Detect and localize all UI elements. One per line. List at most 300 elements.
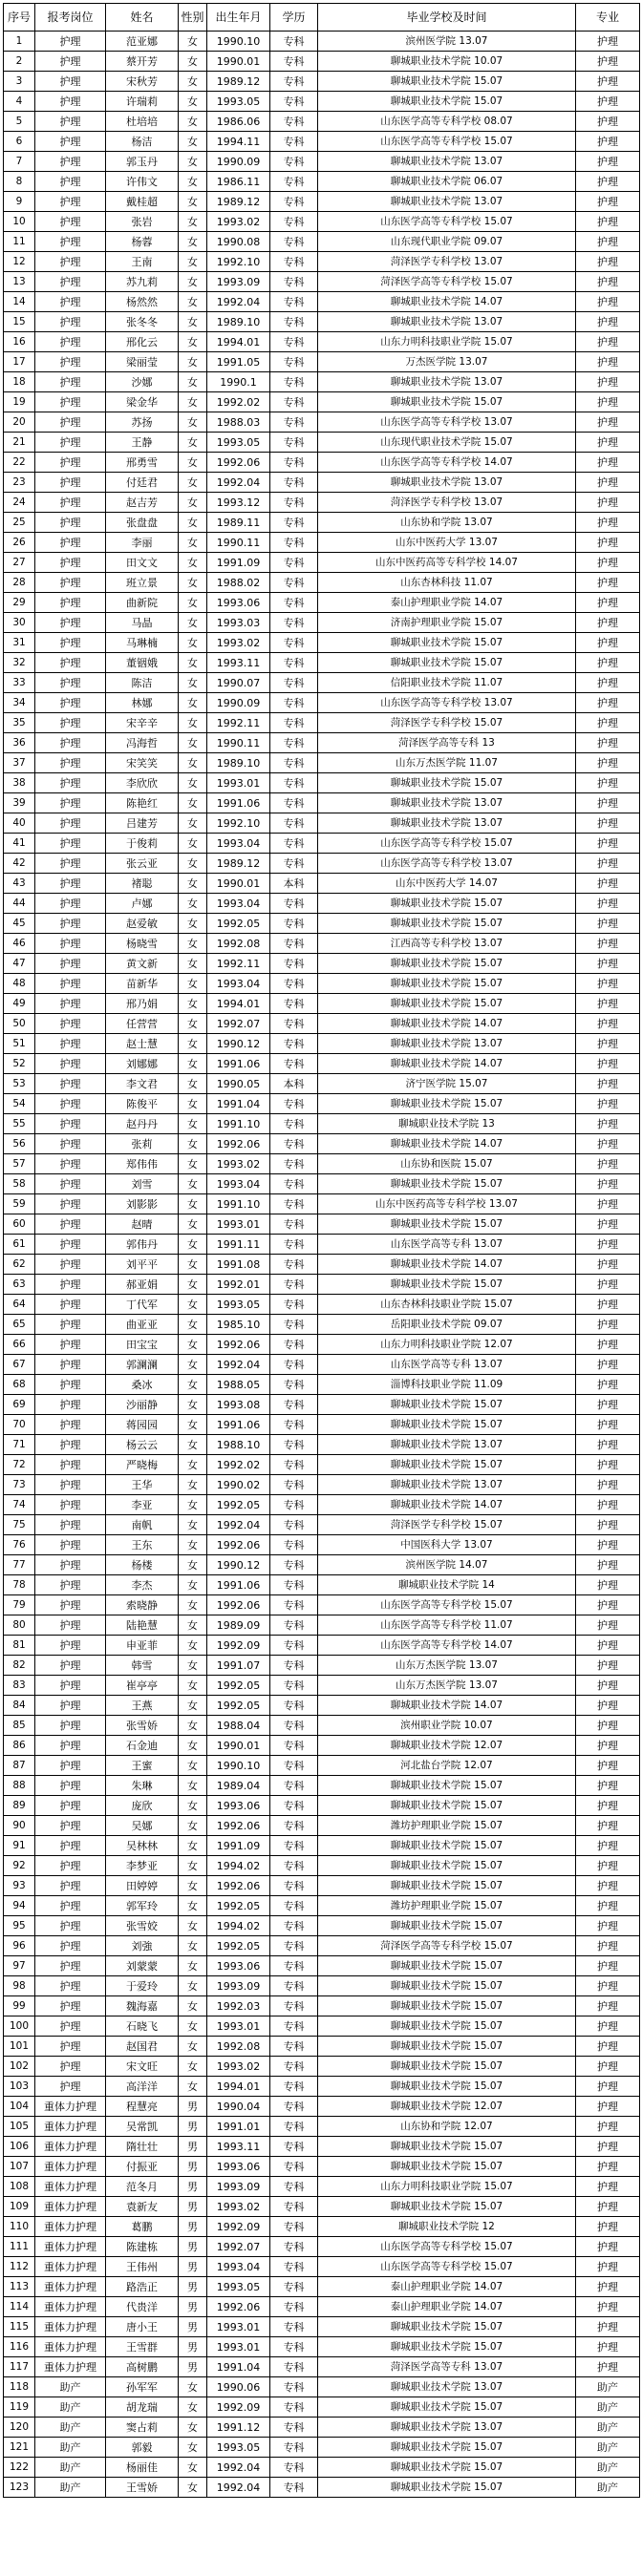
cell-position: 护理	[35, 32, 106, 52]
cell-no: 73	[4, 1475, 35, 1495]
cell-school: 山东万杰医学院 13.07	[318, 1676, 576, 1696]
cell-major: 护理	[576, 753, 640, 773]
cell-school: 山东协和学院 13.07	[318, 513, 576, 533]
cell-name: 桑冰	[106, 1375, 179, 1395]
cell-school: 聊城职业技术学院 13	[318, 1114, 576, 1134]
cell-major: 护理	[576, 1214, 640, 1235]
cell-education: 专科	[270, 1676, 318, 1696]
header-school: 毕业学校及时间	[318, 4, 576, 32]
cell-education: 专科	[270, 914, 318, 934]
cell-gender: 女	[179, 894, 207, 914]
cell-school: 山东中医药高等专科学校 14.07	[318, 553, 576, 573]
cell-education: 专科	[270, 112, 318, 132]
cell-birth: 1991.04	[207, 2357, 270, 2377]
cell-education: 专科	[270, 1856, 318, 1876]
cell-name: 赵吉芳	[106, 493, 179, 513]
cell-no: 21	[4, 433, 35, 453]
cell-gender: 女	[179, 1976, 207, 1996]
cell-position: 重体力护理	[35, 2257, 106, 2277]
cell-school: 山东现代职业学院 09.07	[318, 232, 576, 252]
cell-school: 山东万杰医学院 13.07	[318, 1656, 576, 1676]
table-row	[4, 1255, 640, 1275]
cell-education: 专科	[270, 252, 318, 272]
header-no: 序号	[4, 4, 35, 32]
cell-major: 护理	[576, 1134, 640, 1154]
cell-position: 护理	[35, 1395, 106, 1415]
cell-name: 杨楼	[106, 1555, 179, 1575]
cell-major: 护理	[576, 733, 640, 753]
table-row	[4, 773, 640, 793]
cell-position: 护理	[35, 773, 106, 793]
cell-major: 护理	[576, 1154, 640, 1174]
cell-gender: 女	[179, 2458, 207, 2478]
cell-name: 李文君	[106, 1074, 179, 1094]
cell-name: 石金迪	[106, 1736, 179, 1756]
cell-education: 专科	[270, 1575, 318, 1595]
cell-no: 102	[4, 2057, 35, 2077]
cell-no: 72	[4, 1455, 35, 1475]
cell-birth: 1994.01	[207, 332, 270, 352]
cell-school: 聊城职业技术学院 15.07	[318, 2137, 576, 2157]
cell-school: 聊城职业技术学院 15.07	[318, 92, 576, 112]
cell-gender: 女	[179, 1676, 207, 1696]
cell-birth: 1992.10	[207, 813, 270, 834]
table-row	[4, 633, 640, 653]
cell-name: 杨丽佳	[106, 2458, 179, 2478]
cell-school: 聊城职业技术学院 15.07	[318, 2337, 576, 2357]
cell-position: 护理	[35, 673, 106, 693]
table-row	[4, 2037, 640, 2057]
cell-birth: 1991.06	[207, 793, 270, 813]
cell-no: 117	[4, 2357, 35, 2377]
cell-birth: 1993.01	[207, 2337, 270, 2357]
cell-gender: 男	[179, 2097, 207, 2117]
cell-major: 护理	[576, 152, 640, 172]
cell-no: 47	[4, 954, 35, 974]
cell-no: 12	[4, 252, 35, 272]
cell-no: 119	[4, 2397, 35, 2418]
cell-school: 淄博科技职业学院 11.09	[318, 1375, 576, 1395]
cell-school: 济南护理职业学院 15.07	[318, 613, 576, 633]
cell-name: 庞欣	[106, 1796, 179, 1816]
cell-birth: 1993.01	[207, 773, 270, 793]
cell-position: 护理	[35, 1856, 106, 1876]
cell-education: 专科	[270, 1335, 318, 1355]
cell-school: 聊城职业技术学院 15.07	[318, 2397, 576, 2418]
cell-name: 郭澜澜	[106, 1355, 179, 1375]
table-row	[4, 653, 640, 673]
cell-birth: 1992.10	[207, 252, 270, 272]
table-row	[4, 1996, 640, 2016]
cell-education: 专科	[270, 1656, 318, 1676]
cell-gender: 女	[179, 2397, 207, 2418]
cell-position: 护理	[35, 1375, 106, 1395]
table-row	[4, 1455, 640, 1475]
cell-position: 护理	[35, 1535, 106, 1555]
cell-school: 聊城职业技术学院 12.07	[318, 1736, 576, 1756]
cell-name: 宋文旺	[106, 2057, 179, 2077]
cell-position: 助产	[35, 2438, 106, 2458]
cell-birth: 1992.06	[207, 1335, 270, 1355]
cell-birth: 1991.10	[207, 1114, 270, 1134]
cell-gender: 女	[179, 573, 207, 593]
cell-birth: 1988.05	[207, 1375, 270, 1395]
cell-birth: 1991.09	[207, 1836, 270, 1856]
cell-no: 5	[4, 112, 35, 132]
cell-gender: 女	[179, 1074, 207, 1094]
cell-gender: 女	[179, 1776, 207, 1796]
cell-no: 105	[4, 2117, 35, 2137]
cell-school: 聊城职业技术学院 15.07	[318, 1455, 576, 1475]
cell-no: 6	[4, 132, 35, 152]
cell-no: 86	[4, 1736, 35, 1756]
table-row	[4, 2458, 640, 2478]
cell-education: 专科	[270, 2277, 318, 2297]
cell-education: 专科	[270, 934, 318, 954]
cell-no: 87	[4, 1756, 35, 1776]
cell-major: 护理	[576, 1776, 640, 1796]
cell-education: 专科	[270, 1315, 318, 1335]
cell-gender: 女	[179, 954, 207, 974]
cell-no: 93	[4, 1876, 35, 1896]
cell-education: 专科	[270, 1455, 318, 1475]
cell-name: 隋壮壮	[106, 2137, 179, 2157]
cell-major: 护理	[576, 1475, 640, 1495]
cell-position: 护理	[35, 1074, 106, 1094]
cell-education: 专科	[270, 2237, 318, 2257]
cell-major: 护理	[576, 633, 640, 653]
cell-birth: 1990.1	[207, 372, 270, 392]
cell-position: 助产	[35, 2377, 106, 2397]
cell-position: 护理	[35, 954, 106, 974]
cell-gender: 女	[179, 1716, 207, 1736]
cell-school: 聊城职业技术学院 12.07	[318, 2097, 576, 2117]
cell-position: 护理	[35, 1455, 106, 1475]
cell-education: 本科	[270, 1074, 318, 1094]
cell-position: 护理	[35, 1916, 106, 1936]
cell-name: 王南	[106, 252, 179, 272]
cell-major: 护理	[576, 1375, 640, 1395]
cell-no: 70	[4, 1415, 35, 1435]
cell-birth: 1992.11	[207, 954, 270, 974]
cell-no: 116	[4, 2337, 35, 2357]
cell-no: 106	[4, 2137, 35, 2157]
cell-position: 护理	[35, 1114, 106, 1134]
cell-school: 济宁医学院 15.07	[318, 1074, 576, 1094]
cell-birth: 1992.05	[207, 1896, 270, 1916]
cell-education: 专科	[270, 1014, 318, 1034]
table-row	[4, 1876, 640, 1896]
cell-name: 张雪娇	[106, 1716, 179, 1736]
cell-gender: 女	[179, 1495, 207, 1515]
cell-name: 魏海嘉	[106, 1996, 179, 2016]
cell-school: 山东医学高等专科 13.07	[318, 1355, 576, 1375]
cell-education: 专科	[270, 2016, 318, 2037]
cell-birth: 1993.01	[207, 2317, 270, 2337]
table-row	[4, 1836, 640, 1856]
table-row	[4, 292, 640, 312]
cell-birth: 1986.11	[207, 172, 270, 192]
cell-gender: 女	[179, 1275, 207, 1295]
cell-name: 杨蓉	[106, 232, 179, 252]
cell-major: 护理	[576, 2137, 640, 2157]
table-row	[4, 1856, 640, 1876]
cell-gender: 女	[179, 653, 207, 673]
cell-gender: 女	[179, 974, 207, 994]
cell-gender: 女	[179, 1656, 207, 1676]
table-row	[4, 2478, 640, 2498]
cell-major: 护理	[576, 813, 640, 834]
cell-birth: 1993.05	[207, 433, 270, 453]
cell-gender: 女	[179, 1375, 207, 1395]
cell-gender: 男	[179, 2357, 207, 2377]
cell-major: 护理	[576, 52, 640, 72]
cell-position: 护理	[35, 1014, 106, 1034]
cell-education: 专科	[270, 1495, 318, 1515]
cell-school: 山东力明科技职业学院 15.07	[318, 332, 576, 352]
cell-major: 护理	[576, 1896, 640, 1916]
cell-name: 吴林林	[106, 1836, 179, 1856]
cell-position: 护理	[35, 1214, 106, 1235]
cell-school: 聊城职业技术学院 15.07	[318, 2016, 576, 2037]
cell-name: 于爱玲	[106, 1976, 179, 1996]
cell-gender: 女	[179, 1094, 207, 1114]
cell-no: 64	[4, 1295, 35, 1315]
cell-position: 助产	[35, 2478, 106, 2498]
cell-major: 护理	[576, 32, 640, 52]
cell-school: 聊城职业技术学院 15.07	[318, 1094, 576, 1114]
cell-name: 杜培培	[106, 112, 179, 132]
cell-birth: 1992.08	[207, 934, 270, 954]
cell-gender: 女	[179, 1856, 207, 1876]
table-row	[4, 2157, 640, 2177]
cell-gender: 女	[179, 1515, 207, 1535]
table-row	[4, 693, 640, 713]
cell-school: 江西高等专科学校 13.07	[318, 934, 576, 954]
cell-no: 29	[4, 593, 35, 613]
cell-name: 许伟文	[106, 172, 179, 192]
cell-education: 专科	[270, 1275, 318, 1295]
cell-birth: 1993.12	[207, 493, 270, 513]
cell-position: 护理	[35, 533, 106, 553]
cell-school: 聊城职业技术学院 13.07	[318, 1435, 576, 1455]
cell-position: 护理	[35, 753, 106, 773]
cell-position: 护理	[35, 1936, 106, 1956]
cell-name: 曲新院	[106, 593, 179, 613]
cell-no: 92	[4, 1856, 35, 1876]
header-birth: 出生年月	[207, 4, 270, 32]
cell-major: 护理	[576, 1856, 640, 1876]
cell-gender: 男	[179, 2157, 207, 2177]
table-row	[4, 1014, 640, 1034]
cell-major: 护理	[576, 2257, 640, 2277]
cell-position: 护理	[35, 1636, 106, 1656]
cell-major: 护理	[576, 1736, 640, 1756]
cell-birth: 1992.04	[207, 473, 270, 493]
cell-position: 护理	[35, 854, 106, 874]
table-row	[4, 1315, 640, 1335]
cell-no: 62	[4, 1255, 35, 1275]
cell-birth: 1993.05	[207, 2277, 270, 2297]
cell-education: 专科	[270, 1154, 318, 1174]
cell-birth: 1993.06	[207, 1956, 270, 1976]
cell-education: 专科	[270, 2037, 318, 2057]
cell-school: 山东万杰医学院 11.07	[318, 753, 576, 773]
cell-major: 护理	[576, 1575, 640, 1595]
table-row	[4, 1916, 640, 1936]
cell-name: 邢乃娟	[106, 994, 179, 1014]
cell-name: 申亚菲	[106, 1636, 179, 1656]
cell-school: 聊城职业技术学院 15.07	[318, 1836, 576, 1856]
cell-major: 护理	[576, 132, 640, 152]
cell-birth: 1992.02	[207, 392, 270, 412]
cell-school: 聊城职业技术学院 15.07	[318, 1856, 576, 1876]
cell-no: 15	[4, 312, 35, 332]
table-row	[4, 2438, 640, 2458]
cell-major: 护理	[576, 553, 640, 573]
cell-position: 护理	[35, 1836, 106, 1856]
cell-gender: 男	[179, 2237, 207, 2257]
cell-gender: 女	[179, 1395, 207, 1415]
cell-birth: 1993.06	[207, 2157, 270, 2177]
cell-position: 护理	[35, 653, 106, 673]
cell-school: 滨州医学院 14.07	[318, 1555, 576, 1575]
cell-major: 护理	[576, 2117, 640, 2137]
cell-education: 专科	[270, 773, 318, 793]
cell-major: 护理	[576, 974, 640, 994]
cell-no: 89	[4, 1796, 35, 1816]
cell-school: 聊城职业技术学院 13.07	[318, 192, 576, 212]
cell-no: 90	[4, 1816, 35, 1836]
cell-school: 聊城职业技术学院 15.07	[318, 914, 576, 934]
cell-gender: 女	[179, 874, 207, 894]
cell-birth: 1994.02	[207, 1916, 270, 1936]
cell-no: 65	[4, 1315, 35, 1335]
cell-education: 专科	[270, 653, 318, 673]
cell-gender: 男	[179, 2297, 207, 2317]
cell-position: 护理	[35, 1335, 106, 1355]
cell-major: 护理	[576, 1355, 640, 1375]
cell-position: 护理	[35, 2057, 106, 2077]
cell-name: 马琳楠	[106, 633, 179, 653]
cell-name: 刘蒙蒙	[106, 1956, 179, 1976]
cell-education: 专科	[270, 1094, 318, 1114]
cell-gender: 女	[179, 2438, 207, 2458]
cell-major: 护理	[576, 1275, 640, 1295]
cell-birth: 1993.04	[207, 894, 270, 914]
cell-name: 代贵洋	[106, 2297, 179, 2317]
cell-name: 于俊莉	[106, 834, 179, 854]
cell-position: 护理	[35, 1996, 106, 2016]
cell-gender: 女	[179, 2057, 207, 2077]
cell-no: 99	[4, 1996, 35, 2016]
table-row	[4, 2297, 640, 2317]
cell-school: 聊城职业技术学院 14.07	[318, 1134, 576, 1154]
cell-major: 护理	[576, 1114, 640, 1134]
cell-school: 聊城职业技术学院 15.07	[318, 974, 576, 994]
cell-name: 张盘盘	[106, 513, 179, 533]
cell-school: 山东中医药高等专科学校 13.07	[318, 1194, 576, 1214]
cell-education: 专科	[270, 1515, 318, 1535]
cell-no: 13	[4, 272, 35, 292]
cell-education: 专科	[270, 2458, 318, 2478]
cell-major: 护理	[576, 2157, 640, 2177]
cell-school: 聊城职业技术学院 13.07	[318, 1034, 576, 1054]
cell-school: 菏泽医学高等专科学校 15.07	[318, 1936, 576, 1956]
cell-gender: 女	[179, 1335, 207, 1355]
cell-position: 护理	[35, 1615, 106, 1636]
cell-major: 护理	[576, 312, 640, 332]
cell-no: 20	[4, 412, 35, 433]
table-row	[4, 573, 640, 593]
cell-no: 66	[4, 1335, 35, 1355]
cell-position: 护理	[35, 493, 106, 513]
cell-gender: 女	[179, 473, 207, 493]
cell-birth: 1992.07	[207, 2237, 270, 2257]
cell-birth: 1989.09	[207, 1615, 270, 1636]
cell-major: 护理	[576, 1656, 640, 1676]
applicant-table	[3, 3, 640, 2498]
cell-major: 护理	[576, 1194, 640, 1214]
cell-birth: 1991.06	[207, 1575, 270, 1595]
cell-position: 护理	[35, 1134, 106, 1154]
cell-gender: 女	[179, 533, 207, 553]
cell-education: 专科	[270, 1355, 318, 1375]
cell-school: 聊城职业技术学院 14.07	[318, 1014, 576, 1034]
cell-education: 专科	[270, 2297, 318, 2317]
cell-school: 山东医学高等专科学校 15.07	[318, 1595, 576, 1615]
cell-education: 专科	[270, 1535, 318, 1555]
cell-position: 护理	[35, 834, 106, 854]
cell-gender: 男	[179, 2137, 207, 2157]
cell-education: 专科	[270, 1235, 318, 1255]
cell-major: 护理	[576, 352, 640, 372]
cell-gender: 男	[179, 2337, 207, 2357]
cell-education: 专科	[270, 693, 318, 713]
cell-school: 山东杏林科技 11.07	[318, 573, 576, 593]
cell-no: 100	[4, 2016, 35, 2037]
cell-position: 护理	[35, 2037, 106, 2057]
cell-major: 护理	[576, 1796, 640, 1816]
cell-no: 52	[4, 1054, 35, 1074]
table-row	[4, 1054, 640, 1074]
cell-major: 护理	[576, 332, 640, 352]
cell-education: 专科	[270, 1435, 318, 1455]
cell-position: 护理	[35, 1495, 106, 1515]
cell-position: 护理	[35, 1876, 106, 1896]
cell-position: 护理	[35, 1756, 106, 1776]
table-row	[4, 1475, 640, 1495]
cell-gender: 女	[179, 593, 207, 613]
table-row	[4, 1174, 640, 1194]
cell-birth: 1990.01	[207, 52, 270, 72]
cell-no: 74	[4, 1495, 35, 1515]
cell-education: 专科	[270, 232, 318, 252]
cell-education: 专科	[270, 1816, 318, 1836]
cell-major: 护理	[576, 2077, 640, 2097]
cell-position: 护理	[35, 292, 106, 312]
cell-education: 专科	[270, 1034, 318, 1054]
table-row	[4, 2217, 640, 2237]
cell-no: 114	[4, 2297, 35, 2317]
cell-name: 冯海哲	[106, 733, 179, 753]
cell-major: 护理	[576, 1756, 640, 1776]
cell-birth: 1993.04	[207, 1174, 270, 1194]
cell-no: 8	[4, 172, 35, 192]
table-row	[4, 1776, 640, 1796]
cell-education: 专科	[270, 573, 318, 593]
cell-birth: 1991.12	[207, 2418, 270, 2438]
